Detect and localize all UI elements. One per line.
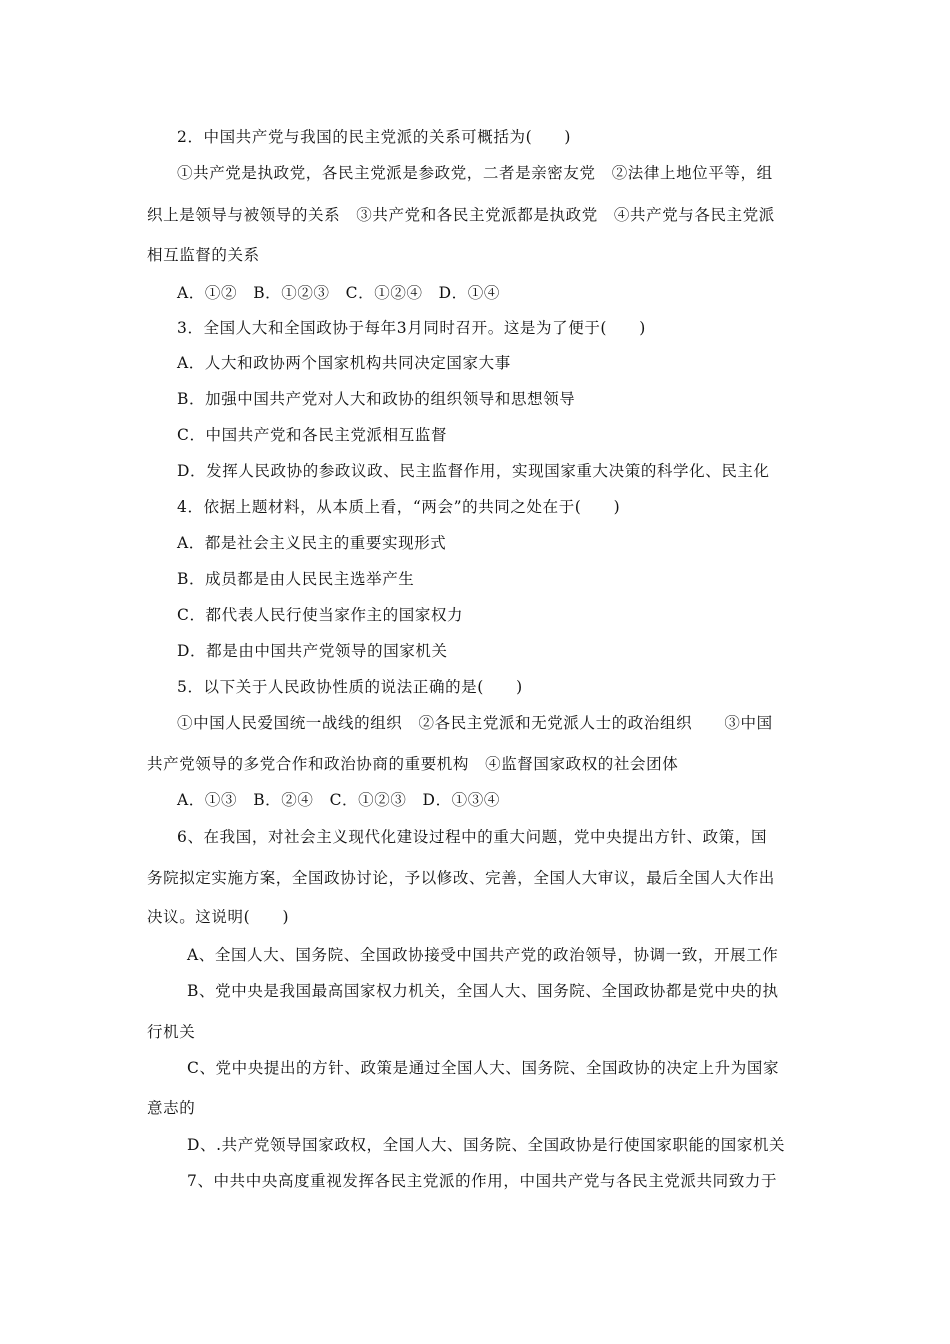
- question-7-stem: 7、中共中央高度重视发挥各民主党派的作用，中国共产党与各民主党派共同致力于: [187, 1172, 778, 1190]
- question-2-statement-line: 织上是领导与被领导的关系 ③共产党和各民主党派都是执政党 ④共产党与各民主党派: [147, 206, 775, 224]
- question-3-option-d: D．发挥人民政协的参政议政、民主监督作用，实现国家重大决策的科学化、民主化: [177, 462, 770, 480]
- question-3-option-c: C．中国共产党和各民主党派相互监督: [177, 426, 448, 444]
- question-3-option-b: B．加强中国共产党对人大和政协的组织领导和思想领导: [177, 390, 576, 408]
- question-6-stem-line: 6、在我国，对社会主义现代化建设过程中的重大问题，党中央提出方针、政策，国: [177, 828, 768, 846]
- question-6-option-d: D、.共产党领导国家政权，全国人大、国务院、全国政协是行使国家职能的国家机关: [187, 1136, 786, 1154]
- question-2-stem: 2．中国共产党与我国的民主党派的关系可概括为( ): [177, 128, 572, 146]
- question-6-option-a: A、全国人大、国务院、全国政协接受中国共产党的政治领导，协调一致，开展工作: [187, 946, 779, 964]
- question-6-option-b-continued: 行机关: [147, 1023, 196, 1041]
- question-2-options: A．①② B．①②③ C．①②④ D．①④: [177, 284, 500, 302]
- question-6-stem-line: 务院拟定实施方案，全国政协讨论，予以修改、完善，全国人大审议，最后全国人大作出: [147, 869, 775, 887]
- question-4-option-a: A．都是社会主义民主的重要实现形式: [177, 534, 447, 552]
- question-3-option-a: A．人大和政协两个国家机构共同决定国家大事: [177, 354, 511, 372]
- question-5-statement-line: 共产党领导的多党合作和政治协商的重要机构 ④监督国家政权的社会团体: [147, 755, 679, 773]
- question-2-statement-line: ①共产党是执政党，各民主党派是参政党，二者是亲密友党 ②法律上地位平等，组: [177, 164, 773, 182]
- question-5-statement-line: ①中国人民爱国统一战线的组织 ②各民主党派和无党派人士的政治组织 ③中国: [177, 714, 773, 732]
- question-4-stem: 4．依据上题材料，从本质上看，“两会”的共同之处在于( ): [177, 498, 621, 516]
- question-5-options: A．①③ B．②④ C．①②③ D．①③④: [177, 791, 500, 809]
- question-4-option-c: C．都代表人民行使当家作主的国家权力: [177, 606, 464, 624]
- question-5-stem: 5．以下关于人民政协性质的说法正确的是( ): [177, 678, 523, 696]
- question-3-stem: 3．全国人大和全国政协于每年3月同时召开。这是为了便于( ): [177, 319, 646, 337]
- question-6-option-c: C、党中央提出的方针、政策是通过全国人大、国务院、全国政协的决定上升为国家: [187, 1059, 780, 1077]
- question-4-option-d: D．都是由中国共产党领导的国家机关: [177, 642, 448, 660]
- question-2-statement-line: 相互监督的关系: [147, 246, 260, 264]
- question-4-option-b: B．成员都是由人民民主选举产生: [177, 570, 415, 588]
- question-6-option-b: B、党中央是我国最高国家权力机关，全国人大、国务院、全国政协都是党中央的执: [187, 982, 779, 1000]
- question-6-option-c-continued: 意志的: [147, 1099, 196, 1117]
- question-6-stem-line: 决议。这说明( ): [147, 908, 290, 926]
